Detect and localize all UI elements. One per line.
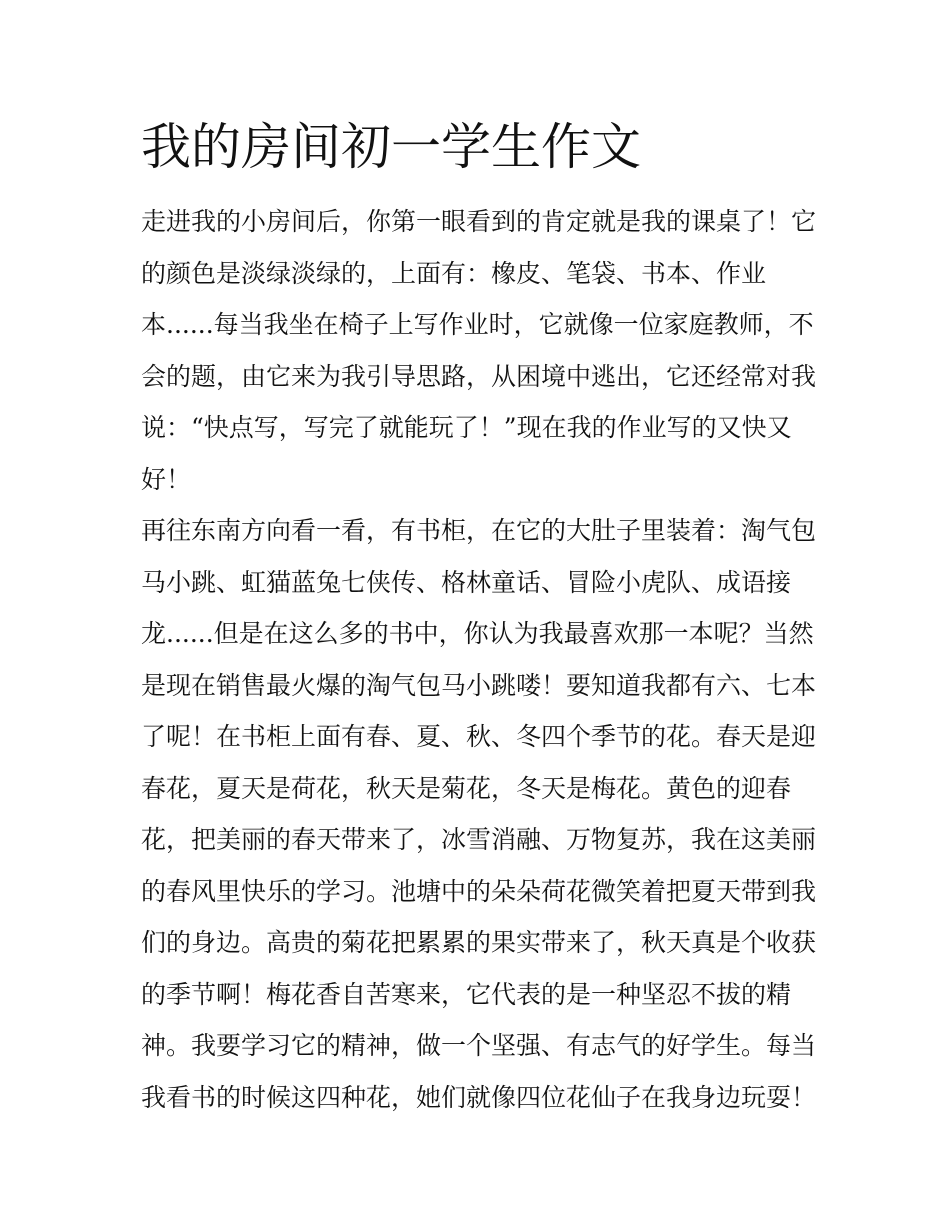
text-line: 说：“快点写，写完了就能玩了！”现在我的作业写的又快又 bbox=[141, 413, 792, 442]
text-line: 花，把美丽的春天带来了，冰雪消融、万物复苏，我在这美丽 bbox=[141, 825, 817, 854]
text-line: 的颜色是淡绿淡绿的，上面有：橡皮、笔袋、书本、作业 bbox=[141, 258, 767, 288]
text-line: 是现在销售最火爆的淘气包马小跳喽！要知道我都有六、七本 bbox=[141, 670, 817, 700]
text-line: 的春风里快乐的学习。池塘中的朵朵荷花微笑着把夏天带到我 bbox=[141, 876, 817, 906]
text-line: 马小跳、虹猫蓝兔七侠传、格林童话、冒险小虎队、成语接 bbox=[141, 567, 792, 597]
text-line: 好！ bbox=[141, 464, 192, 494]
text-line: 再往东南方向看一看，有书柜，在它的大肚子里装着：淘气包 bbox=[141, 516, 817, 545]
text-line: 了呢！在书柜上面有春、夏、秋、冬四个季节的花。春天是迎 bbox=[141, 722, 817, 751]
text-line: 龙......但是在这么多的书中，你认为我最喜欢那一本呢？当然 bbox=[141, 619, 814, 648]
text-line: 我看书的时候这四种花，她们就像四位花仙子在我身边玩耍！ bbox=[141, 1082, 817, 1112]
document-body bbox=[141, 196, 821, 1123]
text-line: 春花，夏天是荷花，秋天是菊花，冬天是梅花。黄色的迎春 bbox=[141, 773, 792, 803]
text-line: 的季节啊！梅花香自苦寒来，它代表的是一种坚忍不拔的精 bbox=[141, 979, 792, 1009]
text-line: 走进我的小房间后，你第一眼看到的肯定就是我的课桌了！它 bbox=[141, 207, 817, 236]
text-line: 神。我要学习它的精神，做一个坚强、有志气的好学生。每当 bbox=[141, 1031, 817, 1060]
text-line: 会的题，由它来为我引导思路，从困境中逃出，它还经常对我 bbox=[141, 361, 817, 391]
text-line: 本......每当我坐在椅子上写作业时，它就像一位家庭教师，不 bbox=[141, 310, 814, 339]
document-title: 我的房间初一学生作文 bbox=[141, 118, 641, 176]
text-line: 们的身边。高贵的菊花把累累的果实带来了，秋天真是个收获 bbox=[141, 928, 817, 957]
